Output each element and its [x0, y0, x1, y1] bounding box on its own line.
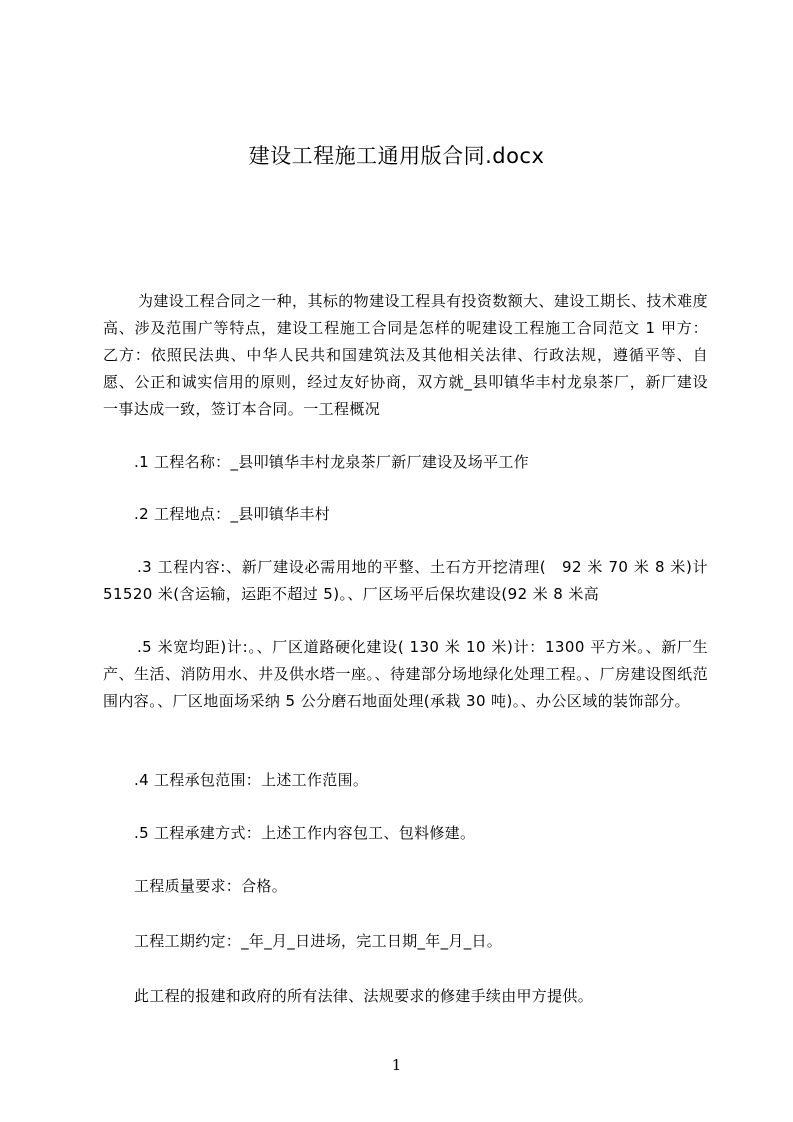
contract-scope-paragraph: .4 工程承包范围：上述工作范围。	[134, 771, 369, 789]
project-name-paragraph: .1 工程名称：_县叩镇华丰村龙泉茶厂新厂建设及场平工作	[134, 453, 529, 471]
quality-requirement-paragraph: 工程质量要求：合格。	[134, 877, 288, 895]
intro-paragraph: 为建设工程合同之一种，其标的物建设工程具有投资数额大、建设工期长、技术难度高、涉及范围广等特点，建设工程施工合同是怎样的呢建设工程施工合同范文 1 甲方：乙方：依照民法典、中华人民共和国建筑法及其他相关法律、行政法规，遵循平等、自愿、公正和诚实信用的原则，经过友好协商，双方就_县叩镇华丰村龙泉茶厂，新厂建设一事达成一致，签订本合同。一工程概况	[103, 292, 708, 418]
permit-responsibility-paragraph: 此工程的报建和政府的所有法律、法规要求的修建手续由甲方提供。	[134, 987, 594, 1005]
construction-period-paragraph: 工程工期约定：_年_月_日进场，完工日期_年_月_日。	[134, 932, 503, 950]
project-content-paragraph: .3 工程内容:、新厂建设必需用地的平整、土石方开挖清理( 92 米 70 米 8 米)计 51520 米(含运输，运距不超过 5)。、厂区场平后保坎建设(92 米 8 米高	[103, 558, 708, 603]
document-title: 建设工程施工通用版合同.docx	[248, 144, 545, 168]
project-width-paragraph: .5 米宽均距)计:。、厂区道路硬化建设( 130 米 10 米)计：1300 平方米。、新厂生产、生活、消防用水、井及供水塔一座。、待建部分场地绿化处理工程。、厂房建设图纸范围内容。、厂区地面场采纳 5 公分磨石地面处理(承栽 30 吨)。、办公区域的装饰部分。	[103, 638, 708, 710]
construction-mode-paragraph: .5 工程承建方式：上述工作内容包工、包料修建。	[134, 824, 476, 842]
project-site-paragraph: .2 工程地点：_县叩镇华丰村	[134, 505, 331, 523]
page-number: 1	[391, 1056, 402, 1074]
